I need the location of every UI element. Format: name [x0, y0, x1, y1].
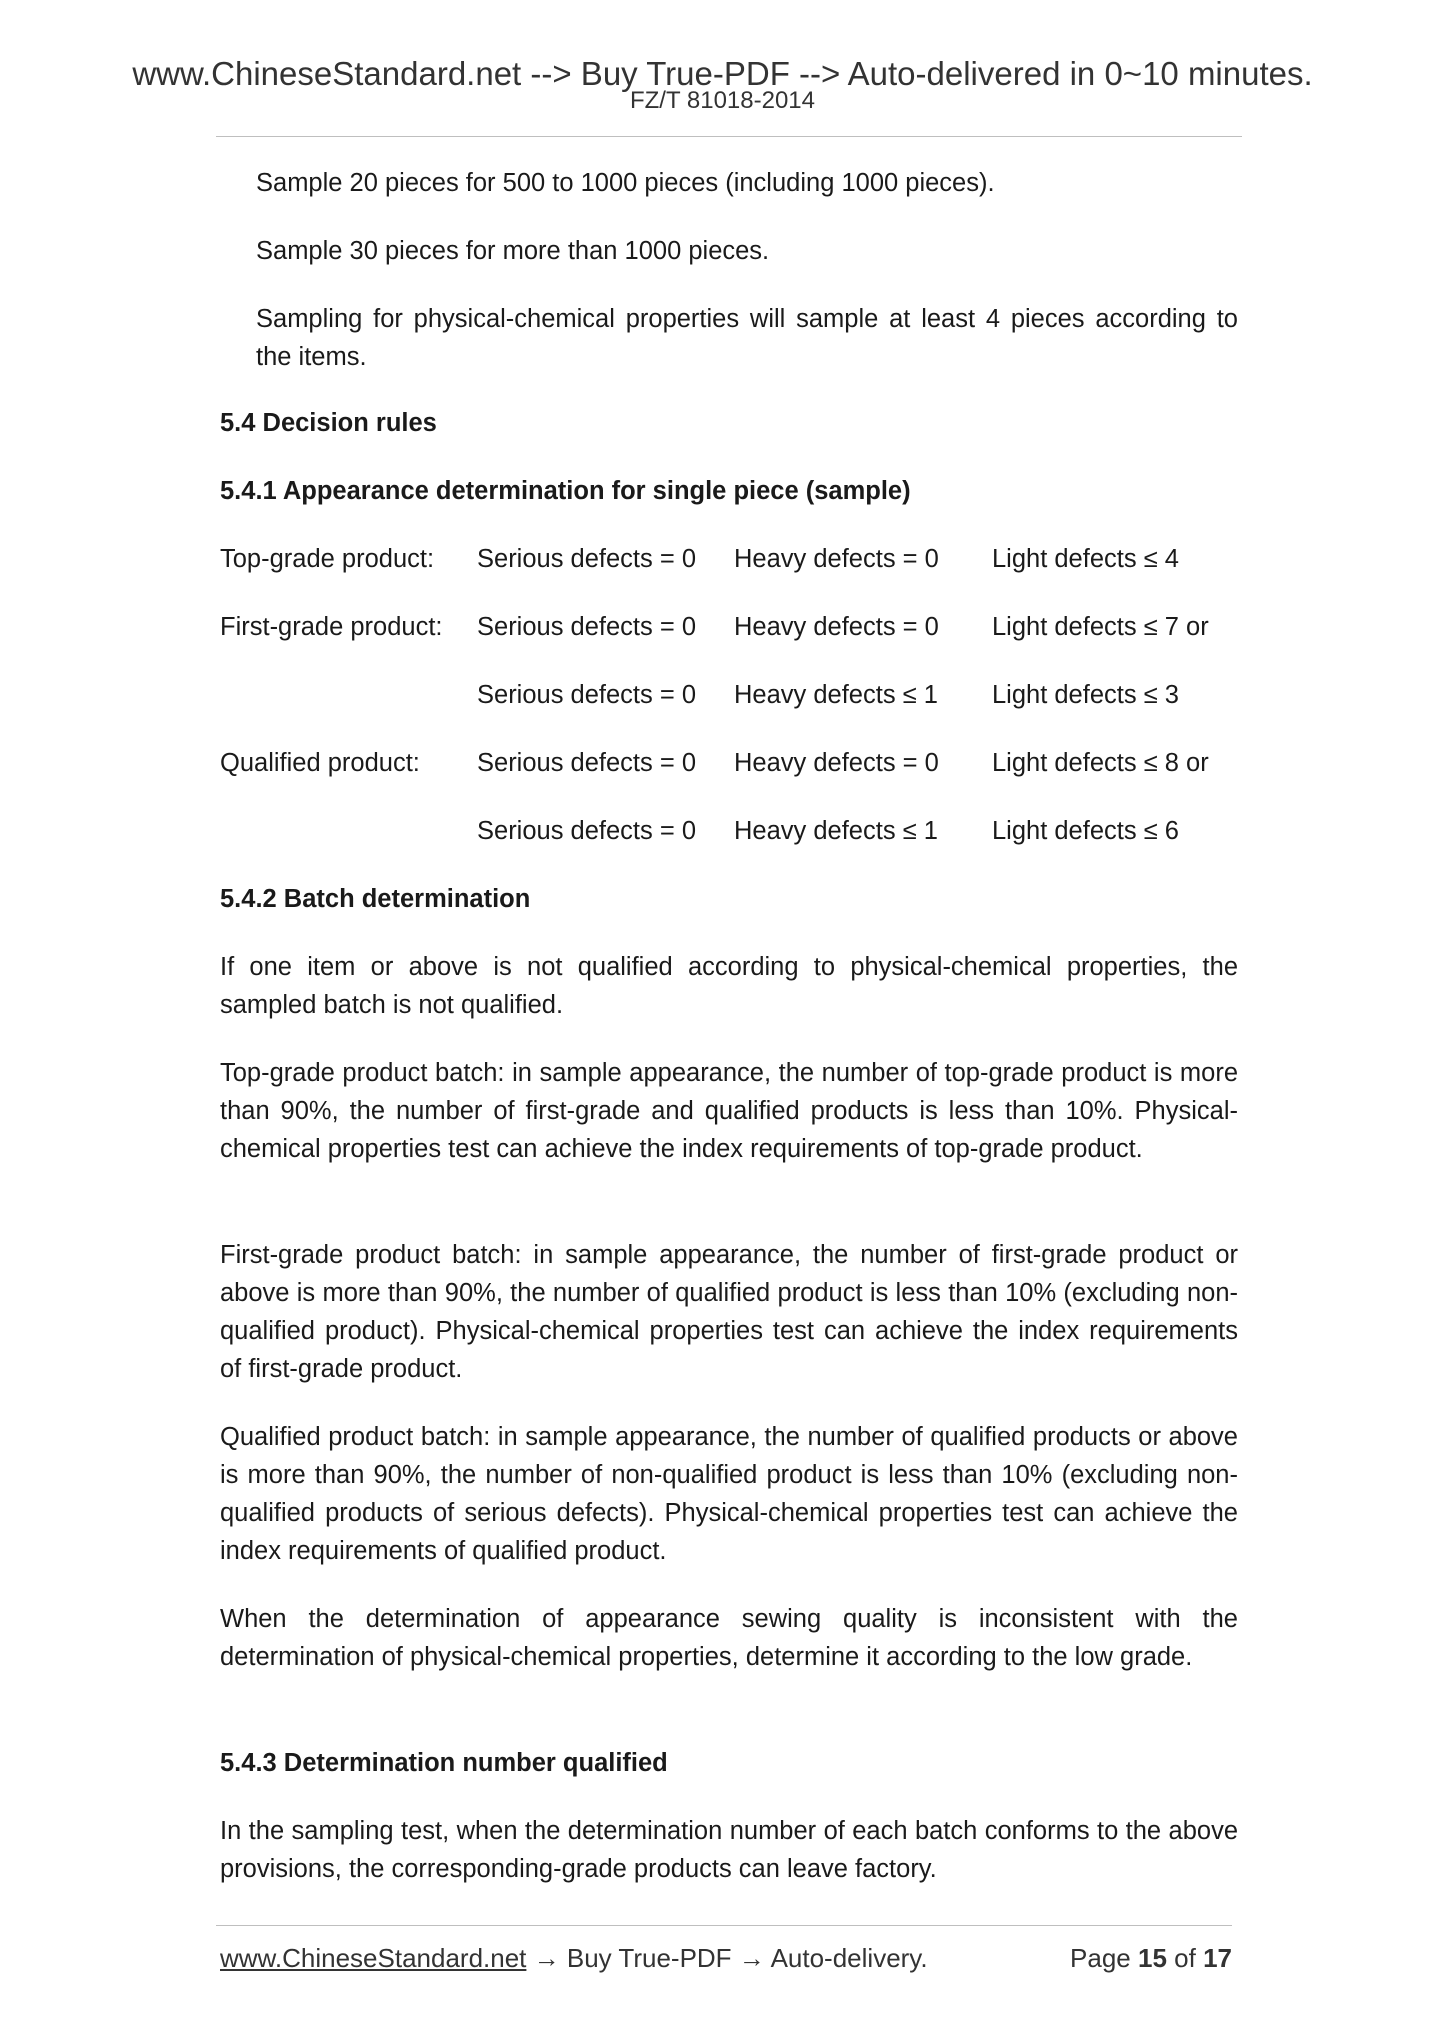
sampling-line-1: Sample 20 pieces for 500 to 1000 pieces (including 1000 pieces).	[256, 169, 995, 197]
header-banner: www.ChineseStandard.net --> Buy True-PDF --> Auto-delivered in 0~10 minutes.	[132, 55, 1313, 92]
footer-left	[220, 1940, 928, 1976]
section-heading-5-4-1: 5.4.1 Appearance determination for single piece (sample)	[220, 477, 911, 505]
batch-paragraph: First-grade product batch: in sample appearance, the number of first-grade product or above is more than 90%, the number of qualified product is less than 10% (excluding non-qualified product). Physical-chemical properties test can achieve the index requirements of first-grade product.	[220, 1241, 1238, 1383]
grade-label: Top-grade product:	[220, 545, 435, 573]
heavy-defects: Heavy defects = 0	[734, 545, 939, 573]
heavy-defects: Heavy defects ≤ 1	[734, 817, 938, 845]
qualified-paragraph: In the sampling test, when the determination number of each batch conforms to the above provisions, the corresponding-grade products can leave factory.	[220, 1817, 1238, 1883]
section-heading-5-4-2: 5.4.2 Batch determination	[220, 885, 531, 913]
page-footer	[220, 1940, 1232, 1976]
batch-paragraph: When the determination of appearance sewing quality is inconsistent with the determination of physical-chemical properties, determine it according to the low grade.	[220, 1605, 1238, 1671]
heavy-defects: Heavy defects = 0	[734, 749, 939, 777]
light-defects: Light defects ≤ 7 or	[992, 613, 1209, 641]
grade-row	[220, 608, 1238, 646]
sampling-line-3: Sampling for physical-chemical properties will sample at least 4 pieces according to the items.	[256, 305, 1238, 371]
page-of: of	[1174, 1943, 1196, 1973]
light-defects: Light defects ≤ 3	[992, 681, 1179, 709]
grade-label: Qualified product:	[220, 749, 420, 777]
grade-label: First-grade product:	[220, 613, 443, 641]
grade-row	[220, 744, 1238, 782]
serious-defects: Serious defects = 0	[477, 817, 697, 845]
serious-defects: Serious defects = 0	[477, 613, 697, 641]
footer-site-link[interactable]: www.ChineseStandard.net	[220, 1943, 527, 1973]
serious-defects: Serious defects = 0	[477, 545, 697, 573]
header-divider	[216, 136, 1242, 137]
page-word: Page	[1070, 1943, 1131, 1973]
batch-paragraph: Top-grade product batch: in sample appearance, the number of top-grade product is more than 90%, the number of first-grade and qualified products is less than 10%. Physical-chemical properties test can achieve the index requirements of top-grade product.	[220, 1059, 1238, 1163]
serious-defects: Serious defects = 0	[477, 749, 697, 777]
grade-row	[220, 676, 1238, 714]
section-heading-5-4: 5.4 Decision rules	[220, 409, 437, 437]
batch-paragraph: Qualified product batch: in sample appearance, the number of qualified products or above is more than 90%, the number of non-qualified product is less than 10% (excluding non-qualified products of serious defects). Physical-chemical properties test can achieve the index requirements of qualified product.	[220, 1423, 1238, 1565]
light-defects: Light defects ≤ 4	[992, 545, 1179, 573]
page-number	[1070, 1940, 1232, 1976]
batch-paragraph: If one item or above is not qualified according to physical-chemical properties, the sampled batch is not qualified.	[220, 953, 1238, 1019]
heavy-defects: Heavy defects = 0	[734, 613, 939, 641]
section-heading-5-4-3: 5.4.3 Determination number qualified	[220, 1749, 668, 1777]
page-total: 17	[1203, 1943, 1232, 1973]
grade-row	[220, 540, 1238, 578]
standard-code: FZ/T 81018-2014	[629, 87, 815, 114]
light-defects: Light defects ≤ 8 or	[992, 749, 1209, 777]
sampling-line-2: Sample 30 pieces for more than 1000 pieces.	[256, 237, 770, 265]
serious-defects: Serious defects = 0	[477, 681, 697, 709]
light-defects: Light defects ≤ 6	[992, 817, 1179, 845]
heavy-defects: Heavy defects ≤ 1	[734, 681, 938, 709]
grade-row	[220, 812, 1238, 850]
footer-tail-text: → Buy True-PDF → Auto-delivery.	[526, 1943, 928, 1973]
page-current: 15	[1138, 1943, 1167, 1973]
footer-divider	[216, 1925, 1232, 1926]
